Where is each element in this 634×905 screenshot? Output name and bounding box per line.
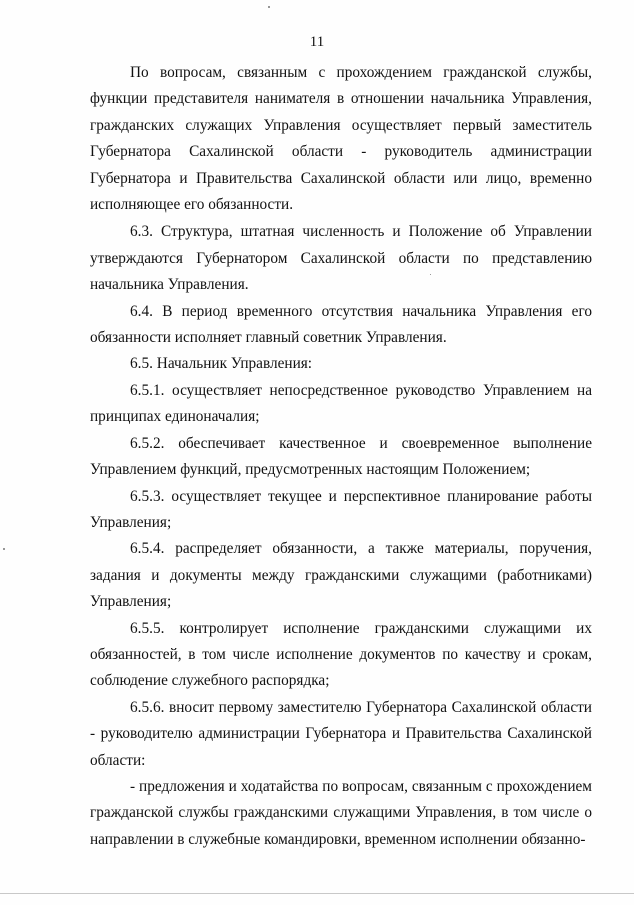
page-number: 11 — [309, 34, 325, 50]
paragraph-6-5: 6.5. Начальник Управления: — [130, 355, 313, 373]
paragraph-6-5-4: 6.5.4. распределяет обязанности, а также материалы, поручения, задания и документы между гражданскими служащими (работниками) Управления; — [90, 540, 592, 611]
paragraph-6-5-2: 6.5.2. обеспечивает качественное и своевременное выполнение Управлением функций, предусмотренных настоящим Положением; — [90, 434, 592, 479]
paragraph-proposals: - предложения и ходатайства по вопросам, связанным с прохождением гражданской службы гражданскими служащими Управления, в том числе о направлении в служебные командировки, временном исполнении обязанно- — [90, 777, 592, 848]
paragraph-6-5-5: 6.5.5. контролирует исполнение гражданскими служащими их обязанностей, в том числе исполнение документов по качеству и срокам, соблюдение служебного распорядка; — [90, 619, 592, 690]
paragraph-6-3: 6.3. Структура, штатная численность и Положение об Управлении утверждаются Губернатором Сахалинской области по представлению начальника Управления. — [90, 223, 592, 294]
paragraph-6-4: 6.4. В период временного отсутствия начальника Управления его обязанности исполняет главный советник Управления. — [90, 302, 592, 347]
scan-speck — [268, 6, 270, 8]
paragraph-6-5-3: 6.5.3. осуществляет текущее и перспективное планирование работы Управления; — [90, 487, 592, 531]
scan-speck — [430, 274, 431, 275]
paragraph-6-5-1: 6.5.1. осуществляет непосредственное руководство Управлением на принципах единоначалия; — [90, 381, 592, 426]
paragraph-6-5-6: 6.5.6. вносит первому заместителю Губернатора Сахалинской области - руководителю администрации Губернатора и Правительства Сахалинской области: — [90, 698, 592, 769]
scan-speck — [3, 548, 5, 550]
scan-edge-line — [0, 893, 634, 894]
paragraph-representative-functions: По вопросам, связанным с прохождением гражданской службы, функции представителя нанимателя в отношении начальника Управления, гражданских служащих Управления осуществляет первый заместитель Губернатора Сахалинской области - руководитель администрации Губернатора и Правительства Сахалинской области или лицо, временно исполняющее его обязанности. — [90, 64, 592, 214]
document-body — [90, 60, 592, 853]
